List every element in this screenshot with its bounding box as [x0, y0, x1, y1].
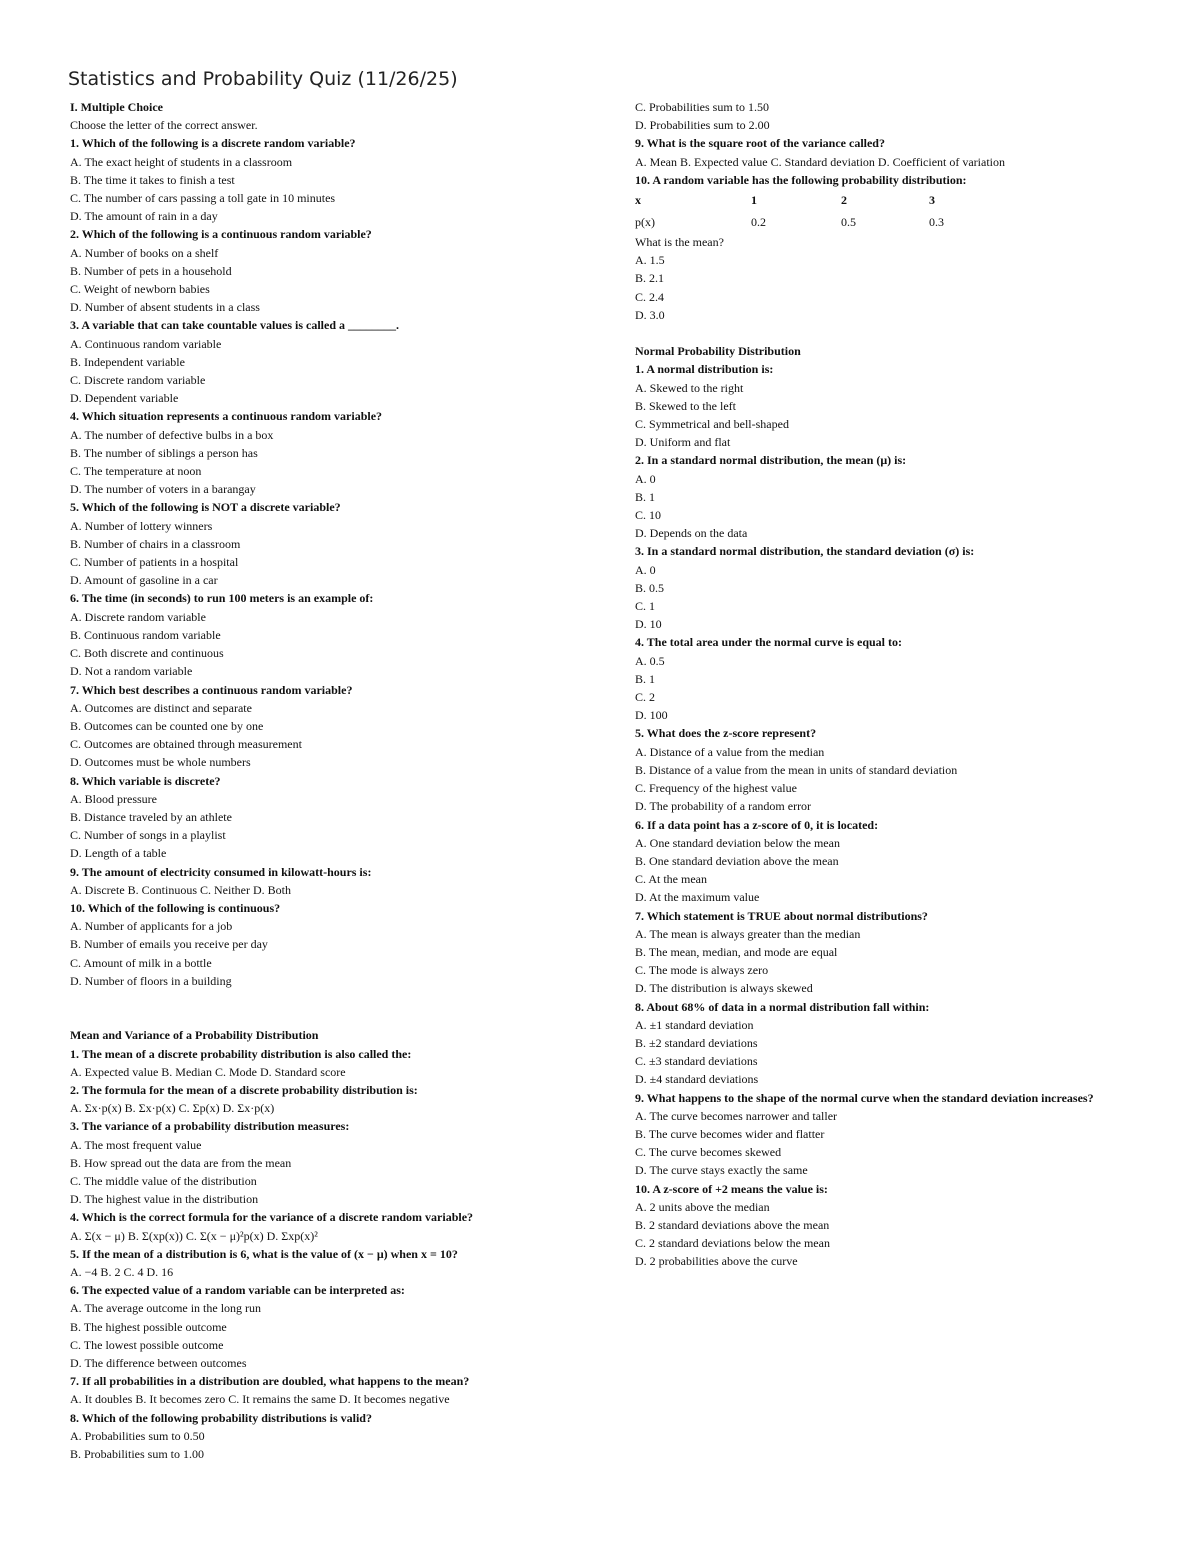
question-text: 7. If all probabilities in a distribution are doubled, what happens to the mean?: [70, 1374, 470, 1389]
answer-option: D. The difference between outcomes: [70, 1356, 247, 1370]
answer-option: A. Blood pressure: [70, 791, 157, 806]
answer-option: A. Σ(x − μ) B. Σ(xp(x)) C. Σ(x − μ)²p(x) D. Σxp(x)²: [70, 1228, 318, 1243]
answer-option: B. 1: [635, 671, 656, 686]
answer-option: B. Distance traveled by an athlete: [70, 809, 232, 824]
answer-option: A. 2 units above the median: [635, 1199, 770, 1214]
question-text: 7. Which statement is TRUE about normal distributions?: [635, 908, 928, 923]
answer-option: D. The probability of a random error: [635, 799, 812, 814]
prob-table-header: [635, 189, 1135, 211]
answer-option: C. 2 standard deviations below the mean: [635, 1236, 830, 1251]
question-text: 2. The formula for the mean of a discrete probability distribution is:: [70, 1082, 418, 1097]
answer-option: B. Number of pets in a household: [70, 263, 232, 278]
question-text: 7. Which best describes a continuous random variable?: [70, 682, 353, 697]
answer-option: A. The number of defective bulbs in a box: [70, 427, 274, 442]
answer-option: A. −4 B. 2 C. 4 D. 16: [70, 1264, 174, 1279]
answer-option: C. 10: [635, 508, 662, 523]
answer-option: D. Outcomes must be whole numbers: [70, 755, 251, 770]
answer-option: D. Not a random variable: [70, 664, 193, 679]
question-text: 6. The time (in seconds) to run 100 meters is an example of:: [70, 591, 374, 606]
answer-option: D. 3.0: [635, 307, 665, 322]
answer-option: A. 0.5: [635, 653, 665, 668]
answer-option: B. Number of emails you receive per day: [70, 937, 268, 952]
prob-table-row: [635, 211, 1135, 233]
answer-option: B. ±2 standard deviations: [635, 1035, 758, 1050]
prob-table-cell: 1: [751, 193, 757, 208]
question-text: 9. The amount of electricity consumed in kilowatt-hours is:: [70, 864, 372, 879]
answer-option: B. Independent variable: [70, 354, 185, 369]
answer-option: C. Weight of newborn babies: [70, 282, 210, 297]
answer-option: B. 2 standard deviations above the mean: [635, 1217, 830, 1232]
answer-option: D. ±4 standard deviations: [635, 1072, 759, 1087]
prob-table-cell: 0.2: [751, 215, 766, 230]
answer-option: A. Number of books on a shelf: [70, 245, 219, 260]
answer-option: A. Discrete B. Continuous C. Neither D. Both: [70, 882, 291, 897]
question-text: 5. What does the z-score represent?: [635, 726, 817, 741]
right-column: [635, 98, 1135, 1271]
answer-option: A. Probabilities sum to 0.50: [70, 1428, 205, 1443]
answer-option: C. Frequency of the highest value: [635, 781, 797, 796]
answer-option: A. 1.5: [635, 253, 665, 268]
spacer: [635, 324, 1135, 342]
answer-option: D. The amount of rain in a day: [70, 209, 218, 224]
answer-option: B. 2.1: [635, 271, 665, 286]
answer-option: Choose the letter of the correct answer.: [70, 118, 258, 133]
answer-option: B. Distance of a value from the mean in units of standard deviation: [635, 762, 958, 777]
prob-table-cell: 0.5: [841, 215, 856, 230]
question-text: 8. About 68% of data in a normal distribution fall within:: [635, 999, 930, 1014]
answer-option: B. The highest possible outcome: [70, 1319, 227, 1334]
answer-option: D. Depends on the data: [635, 526, 748, 541]
question-text: 4. Which situation represents a continuous random variable?: [70, 409, 383, 424]
right-bottom-section: [635, 233, 1135, 1271]
question-text: 2. Which of the following is a continuous random variable?: [70, 227, 372, 242]
question-text: 3. In a standard normal distribution, the standard deviation (σ) is:: [635, 544, 975, 559]
answer-option: D. Number of absent students in a class: [70, 300, 260, 315]
question-text: 4. Which is the correct formula for the variance of a discrete random variable?: [70, 1210, 474, 1225]
answer-option: A. Σx·p(x) B. Σx·p(x) C. Σp(x) D. Σx·p(x): [70, 1101, 275, 1116]
question-text: I. Multiple Choice: [70, 100, 163, 114]
answer-option: D. Number of floors in a building: [70, 973, 232, 988]
answer-option: C. The curve becomes skewed: [635, 1145, 782, 1160]
answer-option: C. Probabilities sum to 1.50: [635, 100, 770, 114]
answer-option: B. Probabilities sum to 1.00: [70, 1447, 205, 1462]
answer-option: D. Length of a table: [70, 846, 167, 861]
answer-option: A. Number of lottery winners: [70, 518, 213, 533]
answer-option: A. Mean B. Expected value C. Standard deviation D. Coefficient of variation: [635, 154, 1006, 169]
question-text: 1. Which of the following is a discrete random variable?: [70, 136, 356, 151]
page-title: Statistics and Probability Quiz (11/26/25): [68, 68, 458, 90]
answer-option: A. The curve becomes narrower and taller: [635, 1108, 838, 1123]
spacer: [70, 990, 615, 1026]
answer-option: C. Symmetrical and bell-shaped: [635, 417, 789, 432]
question-text: 2. In a standard normal distribution, the mean (μ) is:: [635, 453, 907, 468]
answer-option: A. The exact height of students in a classroom: [70, 154, 293, 169]
answer-option: B. The curve becomes wider and flatter: [635, 1126, 825, 1141]
answer-option: C. The number of cars passing a toll gate in 10 minutes: [70, 191, 336, 206]
answer-option: A. The mean is always greater than the median: [635, 926, 861, 941]
question-text: 5. Which of the following is NOT a discrete variable?: [70, 500, 341, 515]
right-top-section: [635, 98, 1135, 189]
answer-option: A. It doubles B. It becomes zero C. It remains the same D. It becomes negative: [70, 1392, 450, 1407]
answer-option: C. The temperature at noon: [70, 464, 202, 479]
answer-option: D. The highest value in the distribution: [70, 1192, 259, 1207]
question-text: 3. A variable that can take countable values is called a ________.: [70, 318, 400, 333]
answer-option: A. 0: [635, 562, 656, 577]
answer-option: A. The most frequent value: [70, 1137, 202, 1152]
question-text: 6. The expected value of a random variable can be interpreted as:: [70, 1283, 405, 1298]
answer-option: B. 0.5: [635, 580, 665, 595]
question-text: 1. The mean of a discrete probability distribution is also called the:: [70, 1046, 412, 1061]
answer-option: D. The distribution is always skewed: [635, 981, 813, 996]
answer-option: D. Uniform and flat: [635, 435, 731, 450]
answer-option: D. At the maximum value: [635, 890, 760, 905]
answer-option: B. One standard deviation above the mean: [635, 853, 839, 868]
answer-option: B. The mean, median, and mode are equal: [635, 944, 838, 959]
question-text: 6. If a data point has a z-score of 0, it is located:: [635, 817, 879, 832]
answer-option: D. 100: [635, 708, 668, 723]
answer-option: A. Continuous random variable: [70, 336, 222, 351]
answer-option: D. Dependent variable: [70, 391, 179, 406]
answer-option: A. Skewed to the right: [635, 380, 744, 395]
prob-table-cell: 0.3: [929, 215, 944, 230]
answer-option: D. Amount of gasoline in a car: [70, 573, 218, 588]
answer-option: C. Discrete random variable: [70, 373, 206, 388]
answer-option: C. Outcomes are obtained through measurement: [70, 737, 302, 752]
answer-option: What is the mean?: [635, 235, 724, 250]
question-text: 10. A random variable has the following probability distribution:: [635, 172, 967, 187]
answer-option: A. ±1 standard deviation: [635, 1017, 754, 1032]
question-text: Mean and Variance of a Probability Distribution: [70, 1028, 319, 1043]
answer-option: A. Distance of a value from the median: [635, 744, 825, 759]
answer-option: D. 10: [635, 617, 662, 632]
answer-option: A. Number of applicants for a job: [70, 919, 233, 934]
answer-option: C. Number of patients in a hospital: [70, 555, 239, 570]
answer-option: D. The curve stays exactly the same: [635, 1163, 808, 1178]
answer-option: D. The number of voters in a barangay: [70, 482, 256, 497]
answer-option: C. The middle value of the distribution: [70, 1173, 257, 1188]
question-text: 9. What happens to the shape of the normal curve when the standard deviation increases?: [635, 1090, 1094, 1105]
prob-table-cell: 3: [929, 193, 935, 208]
answer-option: C. 2.4: [635, 289, 665, 304]
prob-table-cell: x: [635, 193, 641, 208]
answer-option: A. One standard deviation below the mean: [635, 835, 840, 850]
question-text: Normal Probability Distribution: [635, 344, 801, 359]
left-column: [70, 98, 615, 1463]
answer-option: B. The time it takes to finish a test: [70, 172, 235, 187]
answer-option: A. Discrete random variable: [70, 609, 206, 624]
answer-option: A. Expected value B. Median C. Mode D. Standard score: [70, 1064, 346, 1079]
answer-option: B. Continuous random variable: [70, 627, 221, 642]
answer-option: B. Outcomes can be counted one by one: [70, 718, 264, 733]
answer-option: D. 2 probabilities above the curve: [635, 1254, 798, 1269]
answer-option: C. Number of songs in a playlist: [70, 828, 226, 843]
question-text: 10. A z-score of +2 means the value is:: [635, 1181, 828, 1196]
answer-option: D. Probabilities sum to 2.00: [635, 118, 770, 133]
answer-option: C. The lowest possible outcome: [70, 1337, 224, 1352]
question-text: 4. The total area under the normal curve is equal to:: [635, 635, 902, 650]
question-text: 8. Which variable is discrete?: [70, 773, 221, 788]
answer-option: A. The average outcome in the long run: [70, 1301, 262, 1316]
answer-option: C. Both discrete and continuous: [70, 646, 224, 661]
answer-option: C. ±3 standard deviations: [635, 1054, 758, 1069]
answer-option: B. Number of chairs in a classroom: [70, 536, 241, 551]
question-text: 10. Which of the following is continuous?: [70, 900, 281, 915]
answer-option: C. At the mean: [635, 872, 707, 887]
answer-option: B. Skewed to the left: [635, 398, 736, 413]
question-text: 9. What is the square root of the variance called?: [635, 136, 885, 151]
prob-table-cell: 2: [841, 193, 847, 208]
prob-table-cell: p(x): [635, 215, 655, 230]
answer-option: A. 0: [635, 471, 656, 486]
answer-option: C. The mode is always zero: [635, 963, 769, 978]
answer-option: C. 1: [635, 599, 656, 614]
question-text: 8. Which of the following probability distributions is valid?: [70, 1410, 372, 1425]
answer-option: B. 1: [635, 489, 656, 504]
answer-option: C. Amount of milk in a bottle: [70, 955, 212, 970]
answer-option: A. Outcomes are distinct and separate: [70, 700, 252, 715]
answer-option: B. The number of siblings a person has: [70, 445, 258, 460]
question-text: 5. If the mean of a distribution is 6, what is the value of (x − μ) when x = 10?: [70, 1246, 458, 1261]
answer-option: C. 2: [635, 690, 656, 705]
question-text: 1. A normal distribution is:: [635, 362, 774, 377]
question-text: 3. The variance of a probability distribution measures:: [70, 1119, 350, 1134]
answer-option: B. How spread out the data are from the mean: [70, 1155, 292, 1170]
